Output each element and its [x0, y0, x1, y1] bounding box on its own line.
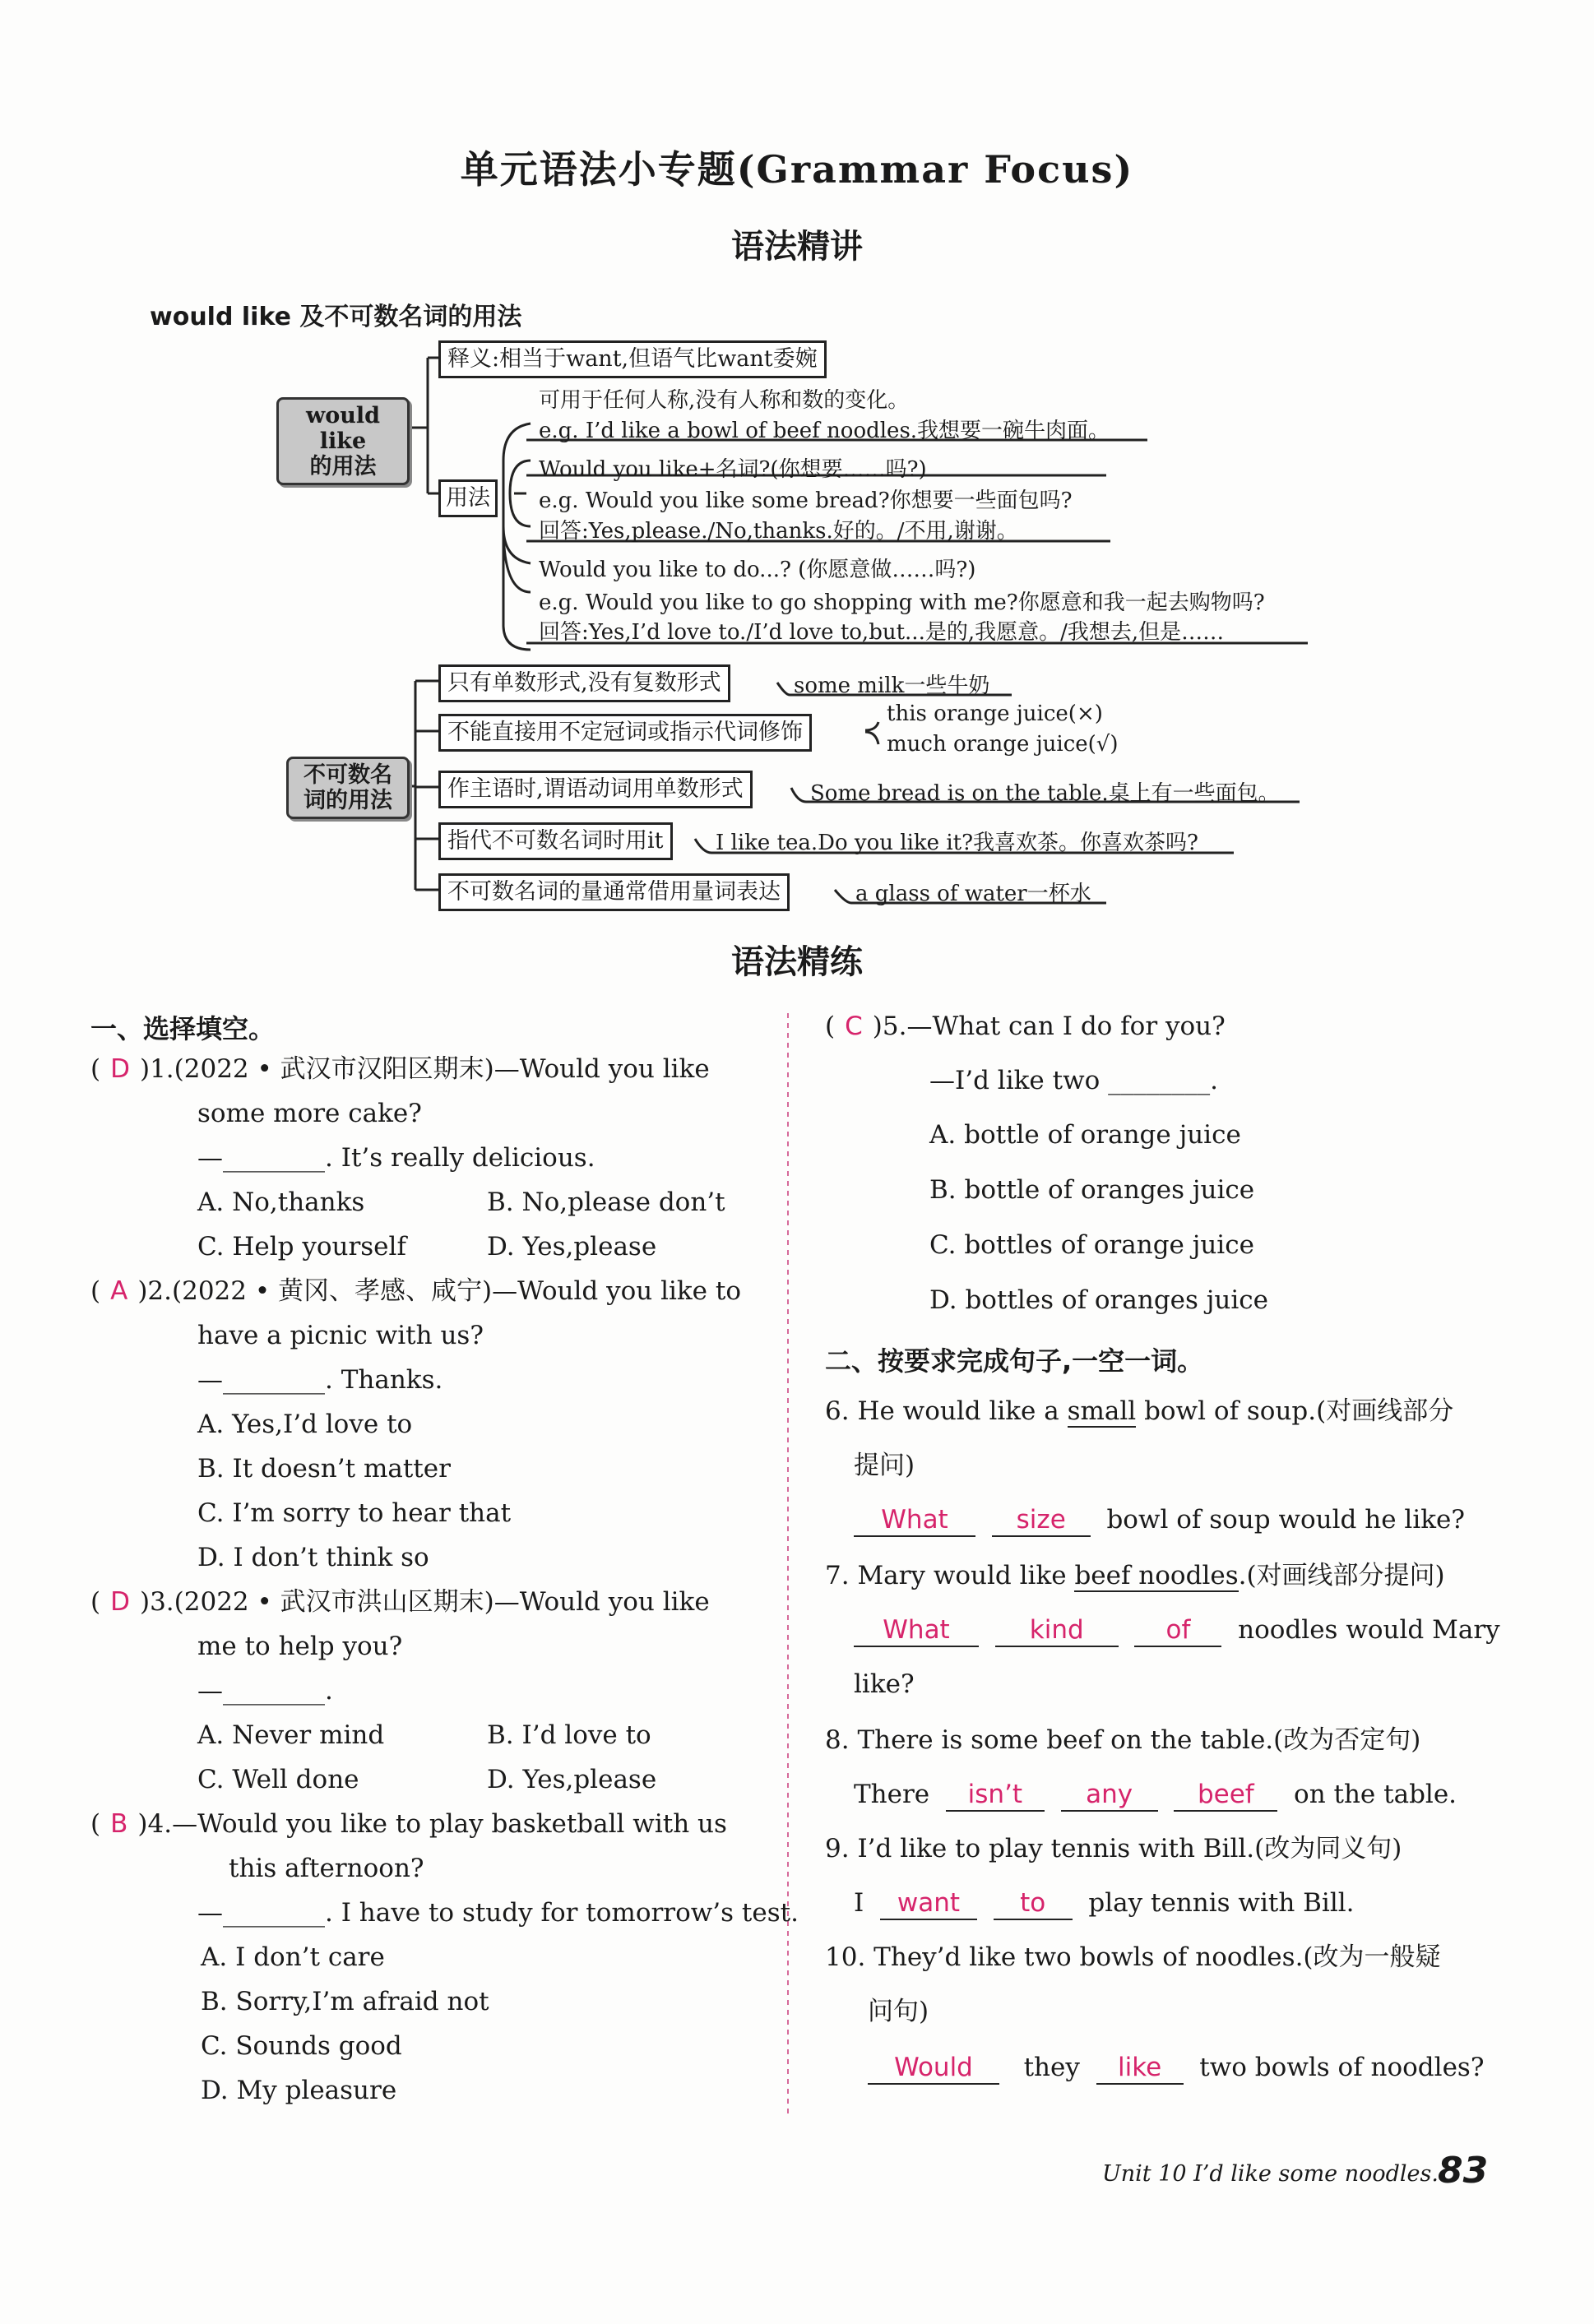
q1-option-b: B. No,please don’t: [487, 1187, 725, 1217]
mindmap2-root: 不可数名 词的用法: [286, 757, 410, 819]
footer-unit-title: Unit 10 I’d like some noodles.: [1102, 2161, 1439, 2187]
usage-line-6: Would you like to do...? (你愿意做……吗?): [539, 558, 976, 582]
q10-blank-1[interactable]: Would: [868, 2052, 999, 2085]
question-8-answer-line: There isn’t any beef on the table.: [854, 1776, 1457, 1812]
question-2-stem-cont: have a picnic with us?: [197, 1321, 484, 1350]
question-8: 8. There is some beef on the table.(改为否定句): [825, 1725, 1421, 1755]
question-4: ( B )4.—Would you like to play basketball with us: [90, 1809, 727, 1839]
q7-blank-2[interactable]: kind: [995, 1614, 1119, 1647]
question-1-reply: —________. It’s really delicious.: [197, 1143, 595, 1173]
q2-option-d: D. I don’t think so: [197, 1543, 429, 1572]
question-10-cont: 问句): [868, 1997, 929, 2026]
q3-option-d: D. Yes,please: [487, 1765, 657, 1794]
rule-5-example: a glass of water一杯水: [855, 882, 1091, 906]
question-1-stem-cont: some more cake?: [197, 1099, 422, 1128]
q4-option-b: B. Sorry,I’m afraid not: [201, 1987, 489, 2016]
rule-3: 作主语时,谓语动词用单数形式: [438, 771, 753, 808]
rule-4-example: I like tea.Do you like it?我喜欢茶。你喜欢茶吗?: [716, 831, 1198, 855]
question-3-reply: —________.: [197, 1676, 333, 1706]
q3-option-a: A. Never mind: [197, 1720, 385, 1750]
q9-blank-1[interactable]: want: [880, 1887, 977, 1920]
section-practice-heading: 语法精练: [731, 942, 863, 981]
q5-option-c: C. bottles of orange juice: [929, 1230, 1254, 1260]
q5-option-d: D. bottles of oranges juice: [929, 1285, 1268, 1315]
usage-line-1: 可用于任何人称,没有人称和数的变化。: [539, 388, 910, 413]
question-4-stem-cont: this afternoon?: [229, 1854, 424, 1883]
q3-option-c: C. Well done: [197, 1765, 359, 1794]
answer-2: A: [110, 1276, 128, 1306]
q1-option-a: A. No,thanks: [197, 1187, 365, 1217]
mindmap1-root: would like 的用法: [276, 397, 410, 485]
rule-1: 只有单数形式,没有复数形式: [438, 664, 730, 702]
question-9: 9. I’d like to play tennis with Bill.(改为同义句): [825, 1834, 1402, 1863]
q1-option-d: D. Yes,please: [487, 1232, 657, 1262]
question-7-cont: like?: [854, 1669, 915, 1699]
q2-option-b: B. It doesn’t matter: [197, 1454, 451, 1484]
q7-blank-1[interactable]: What: [854, 1614, 979, 1647]
rule-2-example-right: much orange juice(√): [887, 732, 1119, 757]
question-10-answer-line: Would they like two bowls of noodles?: [868, 2049, 1484, 2086]
q8-blank-3[interactable]: beef: [1174, 1779, 1277, 1812]
rule-2: 不能直接用不定冠词或指示代词修饰: [438, 714, 812, 752]
q2-option-c: C. I’m sorry to hear that: [197, 1498, 512, 1528]
rule-2-example-wrong: this orange juice(×): [887, 701, 1103, 726]
part1-heading: 一、选择填空。: [90, 1013, 276, 1044]
page-number: 83: [1438, 2150, 1489, 2192]
q4-option-a: A. I don’t care: [201, 1942, 385, 1972]
question-4-reply: —________. I have to study for tomorrow’s test.: [197, 1898, 799, 1928]
question-1: ( D )1.(2022 • 武汉市汉阳区期末)—Would you like: [90, 1054, 710, 1084]
q10-blank-2[interactable]: like: [1096, 2052, 1184, 2085]
question-3: ( D )3.(2022 • 武汉市洪山区期末)—Would you like: [90, 1587, 710, 1617]
question-2: ( A )2.(2022 • 黄冈、孝感、咸宁)—Would you like to: [90, 1276, 742, 1306]
usage-line-4: e.g. Would you like some bread?你想要一些面包吗?: [539, 488, 1073, 513]
q8-blank-1[interactable]: isn’t: [946, 1779, 1045, 1812]
q6-blank-1[interactable]: What: [854, 1504, 975, 1537]
q3-option-b: B. I’d love to: [487, 1720, 651, 1750]
usage-line-8: 回答:Yes,I’d love to./I’d love to,but...是的,我愿意。/我想去,但是……: [539, 620, 1225, 645]
q1-option-c: C. Help yourself: [197, 1232, 406, 1262]
question-9-answer-line: I want to play tennis with Bill.: [854, 1885, 1355, 1921]
part2-heading: 二、按要求完成句子,一空一词。: [825, 1345, 1204, 1377]
question-5-reply: —I’d like two ________.: [929, 1066, 1218, 1095]
section-explain-heading: 语法精讲: [731, 227, 863, 266]
usage-line-7: e.g. Would you like to go shopping with me?你愿意和我一起去购物吗?: [539, 590, 1265, 615]
question-7: 7. Mary would like beef noodles.(对画线部分提问): [825, 1561, 1445, 1590]
question-10: 10. They’d like two bowls of noodles.(改为一般疑: [825, 1942, 1441, 1972]
q4-option-c: C. Sounds good: [201, 2031, 402, 2061]
question-2-reply: —________. Thanks.: [197, 1365, 443, 1395]
answer-3: D: [110, 1587, 130, 1617]
answer-5: C: [845, 1012, 863, 1041]
q7-blank-3[interactable]: of: [1134, 1614, 1221, 1647]
answer-4: B: [110, 1809, 128, 1839]
usage-line-5: 回答:Yes,please./No,thanks.好的。/不用,谢谢。: [539, 519, 1018, 544]
question-6: 6. He would like a small bowl of soup.(对画线部分: [825, 1396, 1454, 1426]
rule-3-example: Some bread is on the table.桌上有一些面包。: [810, 781, 1280, 806]
question-6-answer-line: What size bowl of soup would he like?: [854, 1502, 1465, 1538]
usage-line-2: e.g. I’d like a bowl of beef noodles.我想要一碗牛肉面。: [539, 419, 1110, 443]
q5-option-a: A. bottle of orange juice: [929, 1120, 1241, 1150]
question-5: ( C )5.—What can I do for you?: [825, 1012, 1226, 1041]
mindmap1-branch-meaning: 释义:相当于want,但语气比want委婉: [438, 340, 827, 378]
q9-blank-2[interactable]: to: [994, 1887, 1073, 1920]
question-3-stem-cont: me to help you?: [197, 1632, 403, 1661]
q6-blank-2[interactable]: size: [992, 1504, 1091, 1537]
answer-1: D: [110, 1054, 130, 1084]
question-7-answer-line: What kind of noodles would Mary: [854, 1612, 1500, 1648]
mindmap1-branch-usage: 用法: [438, 479, 498, 517]
q4-option-d: D. My pleasure: [201, 2076, 397, 2105]
page-title: 单元语法小专题(Grammar Focus): [460, 147, 1134, 192]
usage-line-3: Would you like+名词?(你想要……吗?): [539, 457, 927, 482]
q5-option-b: B. bottle of oranges juice: [929, 1175, 1255, 1205]
lead-title: would like 及不可数名词的用法: [150, 303, 522, 331]
q2-option-a: A. Yes,I’d love to: [197, 1410, 413, 1439]
question-6-cont: 提问): [854, 1451, 915, 1480]
rule-5: 不可数名词的量通常借用量词表达: [438, 873, 790, 911]
rule-1-example: some milk一些牛奶: [794, 674, 990, 698]
q8-blank-2[interactable]: any: [1061, 1779, 1158, 1812]
rule-4: 指代不可数名词时用it: [438, 822, 673, 860]
